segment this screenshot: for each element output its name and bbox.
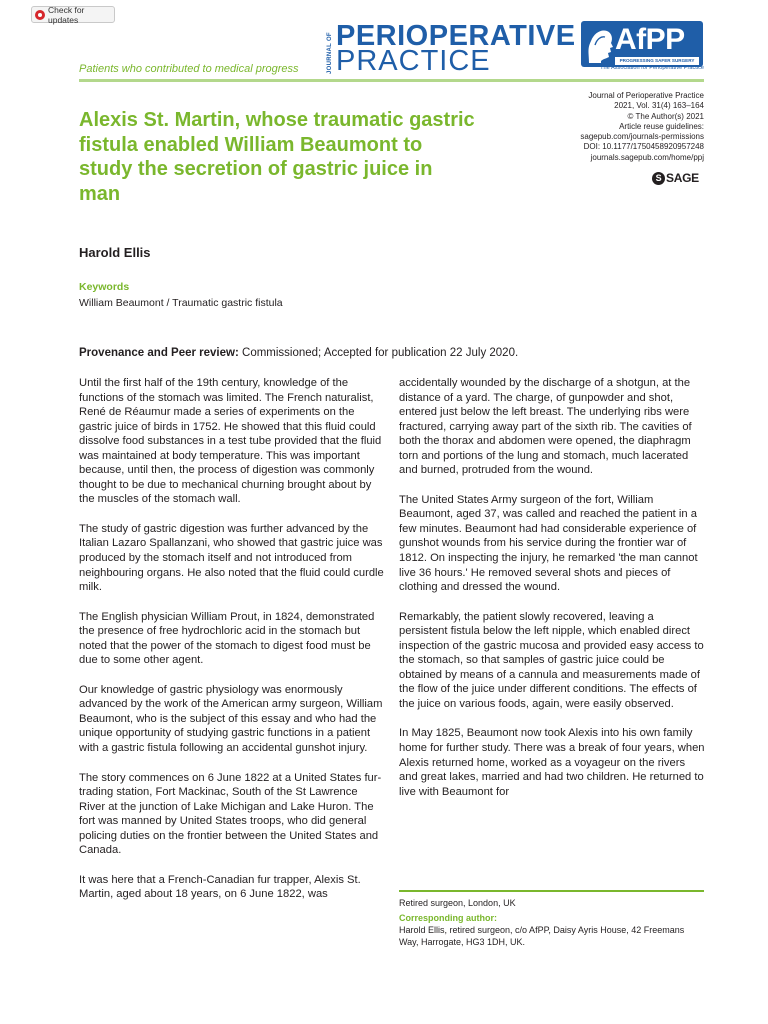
journal-of-label: JOURNAL OF	[327, 32, 333, 74]
keywords-text: William Beaumont / Traumatic gastric fistula	[79, 297, 283, 309]
affiliation-block	[399, 897, 705, 951]
author-name: Harold Ellis	[79, 245, 151, 260]
check-for-updates-button[interactable]	[31, 6, 115, 23]
sage-logo	[652, 171, 699, 185]
body-paragraph: Our knowledge of gastric physiology was enormously advanced by the work of the American army surgeon, William Beaumont, who is the subject of this essay and who had the unique opportunity of studying gastric functions in a patient with a gastric fistula following an accidental gunshot injury.	[79, 683, 383, 755]
corresponding-author-label: Corresponding author:	[399, 913, 497, 923]
afpp-logo	[581, 21, 703, 67]
header-divider	[79, 79, 704, 82]
provenance-text: Commissioned; Accepted for publication 22 July 2020.	[238, 347, 519, 359]
afpp-wordmark: AfPP	[615, 23, 685, 56]
body-paragraph: In May 1825, Beaumont now took Alexis into his own family home for further study. There was a break of four years, when Alexis returned home, worked as a voyageur on the rivers and great lakes, married and had two children. He returned to live with Beaumont for	[399, 727, 705, 798]
article-title: Alexis St. Martin, whose traumatic gastric fistula enabled William Beaumont to study the secretion of gastric juice in man	[79, 109, 475, 205]
meta-permissions-link[interactable]: sagepub.com/journals-permissions	[580, 132, 704, 142]
journal-title-perioperative: PERIOPERATIVE	[336, 20, 576, 52]
keywords-label: Keywords	[79, 281, 130, 293]
sage-s-icon: S	[652, 172, 665, 185]
body-paragraph: accidentally wounded by the discharge of a shotgun, at the distance of a yard. The charge, of gunpowder and shot, entered just below the left breast. The underlying ribs were fractured, carrying away part of the sixth rib. The cavities of both the thorax and abdomen were opened, the diaphragm torn and portions of the lung and stomach, much lacerated and burned, protruded from the wound.	[399, 377, 692, 477]
body-column-left	[79, 376, 385, 917]
body-paragraph: The United States Army surgeon of the fort, William Beaumont, aged 37, was called and reached the patient in a few minutes. Beaumont had had considerable experience of gunshot wounds from his service during the frontier war of 1812. On inspecting the injury, he remarked 'the man cannot live 36 hours.' He removed several shots and pieces of clothing and dressed the wound.	[399, 493, 698, 594]
meta-volume: 2021, Vol. 31(4) 163–164	[614, 101, 704, 111]
body-paragraph: Until the first half of the 19th century, knowledge of the functions of the stomach was limited. The French naturalist, René de Réaumur made a series of experiments on the gastric juice of birds in 1752. He showed that this fluid could dissolve food substances in a test tube provided that the fluid was maintained at body temperature. This was important because, until then, the process of digestion was commonly thought to be due to mechanical churning brought about by the muscles of the stomach wall.	[79, 377, 382, 506]
afpp-tagline: PROGRESSING SAFER SURGERY	[615, 57, 699, 65]
corresponding-author-text: Harold Ellis, retired surgeon, c/o AfPP, Daisy Ayris House, 42 Freemans Way, Harrogate, HG3 1DH, UK.	[399, 925, 685, 947]
body-paragraph: The story commences on 6 June 1822 at a United States fur-trading station, Fort Mackinac, South of the St Lawrence River at the junction of Lake Michigan and Lake Huron. The fort was manned by United States troops, who did general policing duties on the frontier between the United States and Canada.	[79, 771, 382, 857]
affiliation-divider	[399, 890, 704, 892]
body-paragraph: Remarkably, the patient slowly recovered, leaving a persistent fistula below the left nipple, which enabled direct inspection of the gastric mucosa and provided easy access to the stomach, so that samples of gastric juice could be obtained by means of a cannula and measurements made of the flow of the juice under different conditions. The effects of the juice on various foods, again, were easily observed.	[399, 610, 704, 710]
body-paragraph: It was here that a French-Canadian fur trapper, Alexis St. Martin, aged about 18 years, on 6 June 1822, was	[79, 873, 361, 901]
body-column-right	[399, 376, 705, 814]
meta-copyright: © The Author(s) 2021	[627, 111, 704, 121]
provenance-label: Provenance and Peer review:	[79, 347, 239, 359]
body-paragraph: The study of gastric digestion was further advanced by the Italian Lazaro Spallanzani, who showed that gastric juice was produced by the stomach itself and not introduced from neighbouring organs. He also noted that the fluid could curdle milk.	[79, 522, 384, 594]
meta-journal: Journal of Perioperative Practice	[588, 91, 704, 100]
series-label: Patients who contributed to medical progress	[79, 63, 299, 75]
check-for-updates-label: Check for updates	[48, 4, 85, 25]
journal-title-practice: PRACTICE	[336, 45, 491, 77]
afpp-head-icon	[583, 23, 615, 65]
body-paragraph: The English physician William Prout, in 1824, demonstrated the presence of free hydrochloric acid in the stomach but noted that the power of the stomach to digest food must be due to some other agent.	[79, 610, 375, 667]
meta-doi[interactable]: DOI: 10.1177/1750458920957248	[583, 142, 704, 152]
meta-journal-link[interactable]: journals.sagepub.com/home/ppj	[590, 152, 704, 162]
meta-reuse-label: Article reuse guidelines:	[619, 121, 704, 131]
provenance-statement	[79, 347, 518, 359]
check-for-updates-icon	[35, 10, 45, 20]
afpp-subtitle: The Association for Perioperative Practice	[600, 65, 704, 71]
article-meta	[520, 91, 704, 163]
affiliation-line: Retired surgeon, London, UK	[399, 898, 516, 908]
sage-wordmark: SAGE	[666, 171, 699, 185]
